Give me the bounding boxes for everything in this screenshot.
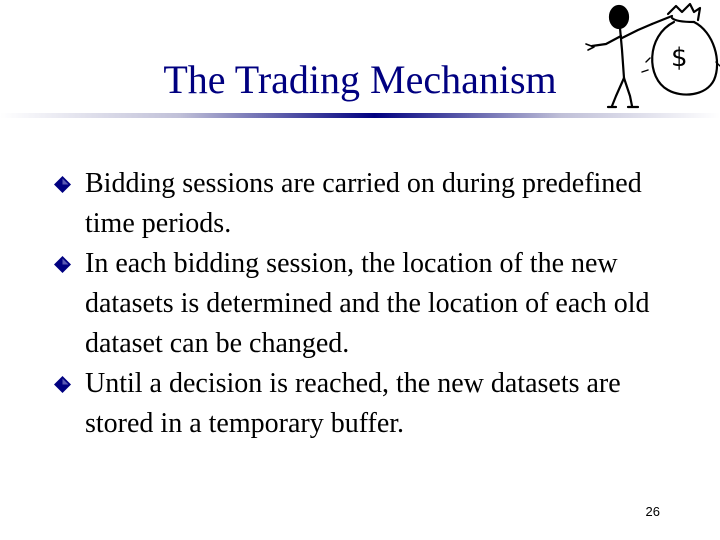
- title-divider: [0, 111, 720, 121]
- bullet-item: [48, 364, 688, 444]
- bullet-text: In each bidding session, the location of the new datasets is determined and the location of each old dataset can be changed.: [85, 248, 650, 359]
- bullet-diamond-icon: [54, 376, 71, 393]
- slide-title-text: The Trading Mechanism: [163, 57, 557, 102]
- bullet-text: Bidding sessions are carried on during predefined time periods.: [85, 168, 642, 239]
- bullet-text: Until a decision is reached, the new datasets are stored in a temporary buffer.: [85, 368, 621, 439]
- bullet-diamond-icon: [54, 256, 71, 273]
- bag-dollar-sign: $: [671, 43, 688, 73]
- page-number: 26: [645, 504, 660, 519]
- man-pulling-money-bag-icon: [572, 0, 720, 110]
- bullet-item: [48, 164, 688, 244]
- bullet-list: [48, 164, 688, 444]
- bullet-item: [48, 244, 688, 364]
- bullet-diamond-icon: [54, 176, 71, 193]
